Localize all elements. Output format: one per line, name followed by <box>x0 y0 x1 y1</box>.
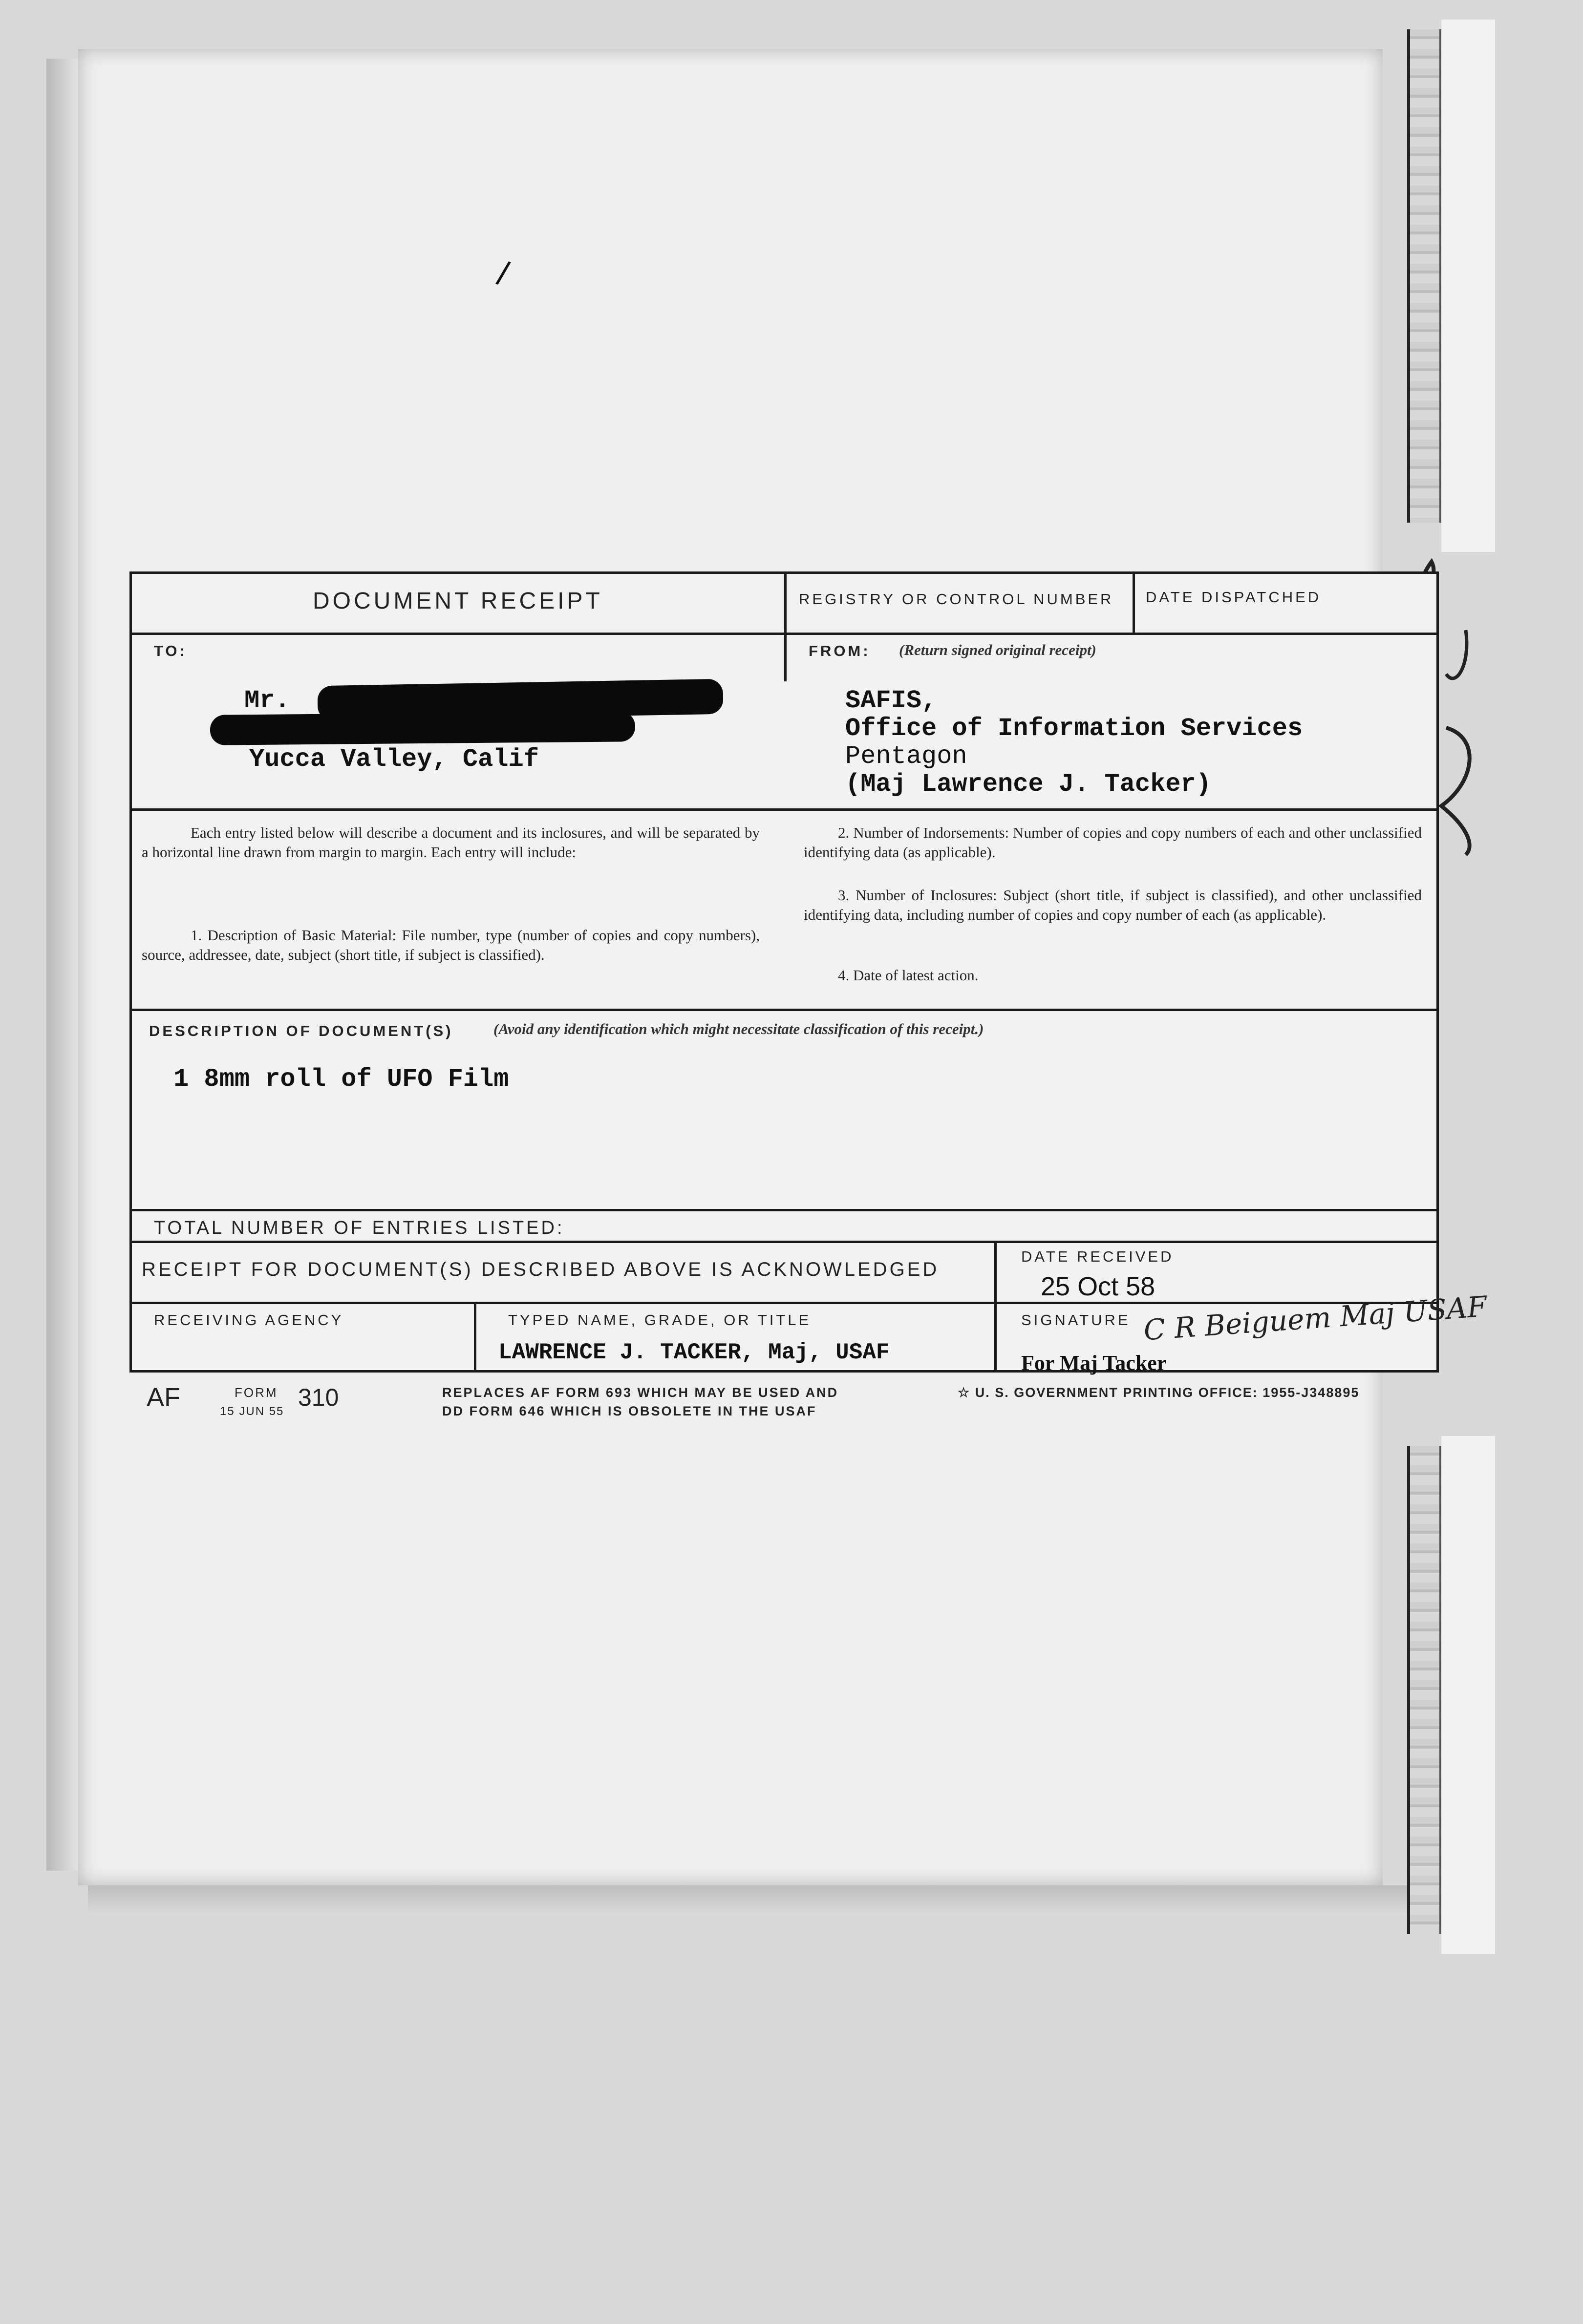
to-label: TO: <box>154 642 187 659</box>
divider <box>1133 574 1135 633</box>
typed-name-value: LAWRENCE J. TACKER, Maj, USAF <box>498 1340 890 1365</box>
footer-af: AF <box>147 1383 181 1412</box>
ack-label: RECEIPT FOR DOCUMENT(S) DESCRIBED ABOVE IS ACKNOWLEDGED <box>142 1259 940 1280</box>
scan-shadow-left <box>46 59 81 1871</box>
scan-shadow-bottom <box>88 1885 1407 1915</box>
signature-for: For Maj Tacker <box>1021 1351 1167 1375</box>
rule <box>132 1302 1436 1304</box>
total-label: TOTAL NUMBER OF ENTRIES LISTED: <box>154 1218 565 1238</box>
footer-gpo: ☆ U. S. GOVERNMENT PRINTING OFFICE: 1955-J348895 <box>958 1385 1360 1400</box>
from-line-3: Pentagon <box>845 742 967 771</box>
description-entry: 1 8mm roll of UFO Film <box>173 1065 509 1094</box>
footer-replaces-1: REPLACES AF FORM 693 WHICH MAY BE USED AND <box>442 1385 839 1400</box>
film-strip-bottom <box>1407 1446 1441 1934</box>
from-line-4: (Maj Lawrence J. Tacker) <box>845 770 1211 799</box>
date-dispatched-label: DATE DISPATCHED <box>1146 589 1322 606</box>
from-line-1: SAFIS, <box>845 686 937 715</box>
footer-replaces-2: DD FORM 646 WHICH IS OBSOLETE IN THE USAF <box>442 1404 817 1418</box>
registry-label: REGISTRY OR CONTROL NUMBER <box>799 591 1114 608</box>
signature-value: C R Beiguem Maj USAF <box>1142 1289 1488 1347</box>
typed-name-label: TYPED NAME, GRADE, OR TITLE <box>508 1311 812 1329</box>
to-city: Yucca Valley, Calif <box>249 745 539 774</box>
instructions-item-1: 1. Description of Basic Material: File number, type (number of copies and copy numbers), source, addressee, date, subject (short title, if subject is classified). <box>142 927 760 963</box>
rule <box>132 633 1436 635</box>
redaction-bar <box>210 711 636 745</box>
rule <box>132 1009 1436 1011</box>
from-note: (Return signed original receipt) <box>899 641 1096 658</box>
film-edge-top <box>1441 20 1495 552</box>
film-strip-top <box>1407 29 1441 523</box>
to-name-prefix: Mr. <box>244 686 290 715</box>
form-title: DOCUMENT RECEIPT <box>313 588 603 614</box>
date-received-value: 25 Oct 58 <box>1041 1272 1155 1301</box>
divider <box>784 574 787 681</box>
instructions-item-3: 3. Number of Inclosures: Subject (short title, if subject is classified), and other unclassified identifying data, including number of copies and copy number of each (as applicable). <box>804 887 1422 923</box>
signature-label: SIGNATURE <box>1021 1311 1131 1329</box>
instructions-item-2: 2. Number of Indorsements: Number of copies and copy numbers of each and other unclassified identifying data (as applicable). <box>804 824 1422 861</box>
document-receipt-form <box>129 571 1488 1375</box>
rule <box>132 1241 1436 1243</box>
footer-form-date: 15 JUN 55 <box>220 1405 284 1418</box>
film-edge-bottom <box>1441 1436 1495 1954</box>
description-note: (Avoid any identification which might necessitate classification of this receipt.) <box>493 1020 984 1037</box>
from-line-2: Office of Information Services <box>845 714 1303 743</box>
date-received-label: DATE RECEIVED <box>1021 1248 1174 1265</box>
divider <box>994 1241 997 1370</box>
from-label: FROM: <box>809 642 871 659</box>
stray-mark: / <box>493 254 513 294</box>
divider <box>474 1302 476 1370</box>
instructions-item-4: 4. Date of latest action. <box>838 967 979 984</box>
footer-form-number: 310 <box>298 1384 339 1411</box>
rule <box>132 808 1436 811</box>
instructions-intro: Each entry listed below will describe a document and its inclosures, and will be separated by a horizontal line drawn from margin to margin. Each entry will include: <box>142 824 760 861</box>
description-label: DESCRIPTION OF DOCUMENT(S) <box>149 1022 453 1039</box>
receiving-agency-label: RECEIVING AGENCY <box>154 1311 344 1329</box>
rule <box>132 1209 1436 1211</box>
footer-form-word: FORM <box>235 1385 278 1400</box>
